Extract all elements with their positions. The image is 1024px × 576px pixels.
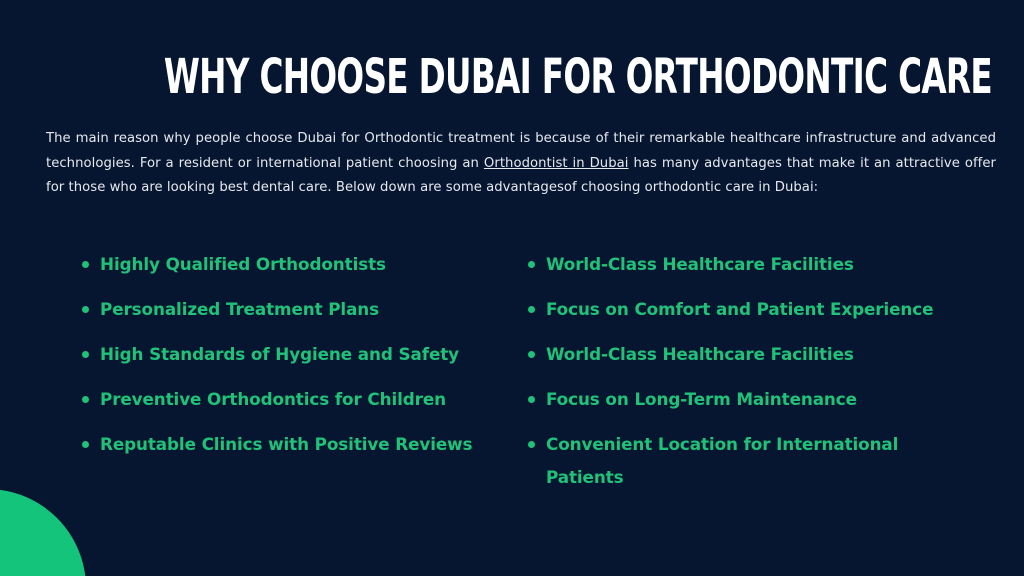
list-item-label: Focus on Long-Term Maintenance bbox=[546, 389, 857, 409]
list-item bbox=[528, 293, 968, 326]
list-item-label: World-Class Healthcare Facilities bbox=[546, 344, 854, 364]
list-item bbox=[82, 293, 502, 326]
advantages-list-left bbox=[82, 248, 502, 473]
bullet-icon bbox=[82, 441, 89, 448]
intro-text-before-link: The main reason why people choose Dubai for Orthodontic treatment is because of their remarkable healthcare infrastructure and advanced technologies. For a resident or international patient choosing an bbox=[46, 131, 996, 171]
list-item-label: Personalized Treatment Plans bbox=[100, 299, 380, 319]
list-item bbox=[82, 383, 502, 416]
list-item-label: Focus on Comfort and Patient Experience bbox=[546, 299, 934, 319]
list-item bbox=[82, 338, 502, 371]
advantages-list-right bbox=[528, 248, 968, 506]
list-item bbox=[528, 248, 968, 281]
bullet-icon bbox=[82, 306, 89, 313]
page-title: WHY CHOOSE DUBAI FOR ORTHODONTIC CARE bbox=[163, 49, 992, 105]
intro-paragraph bbox=[46, 127, 996, 201]
bullet-icon bbox=[528, 261, 535, 268]
list-item-label: High Standards of Hygiene and Safety bbox=[100, 344, 459, 364]
bullet-icon bbox=[528, 306, 535, 313]
bullet-icon bbox=[82, 261, 89, 268]
list-item-label: Reputable Clinics with Positive Reviews bbox=[100, 434, 473, 454]
list-item bbox=[82, 428, 502, 461]
list-item-label: World-Class Healthcare Facilities bbox=[546, 254, 854, 274]
bullet-icon bbox=[82, 351, 89, 358]
intro-text-after-link: has many advantages that make it an attractive offer for those who are looking best dental care. Below down are some advantagesof choosing orthodontic care in Dubai: bbox=[46, 155, 996, 195]
orthodontist-in-dubai-link[interactable]: Orthodontist in Dubai bbox=[483, 155, 629, 171]
list-item-label: Preventive Orthodontics for Children bbox=[100, 389, 446, 409]
bullet-icon bbox=[528, 351, 535, 358]
list-item bbox=[82, 248, 502, 281]
decorative-circle bbox=[0, 489, 86, 576]
list-item bbox=[528, 338, 968, 371]
bullet-icon bbox=[528, 441, 535, 448]
list-item bbox=[528, 383, 968, 416]
bullet-icon bbox=[82, 396, 89, 403]
bullet-icon bbox=[528, 396, 535, 403]
list-item-label: Highly Qualified Orthodontists bbox=[100, 254, 386, 274]
list-item bbox=[528, 428, 968, 494]
list-item-label: Convenient Location for International Patients bbox=[546, 434, 899, 487]
